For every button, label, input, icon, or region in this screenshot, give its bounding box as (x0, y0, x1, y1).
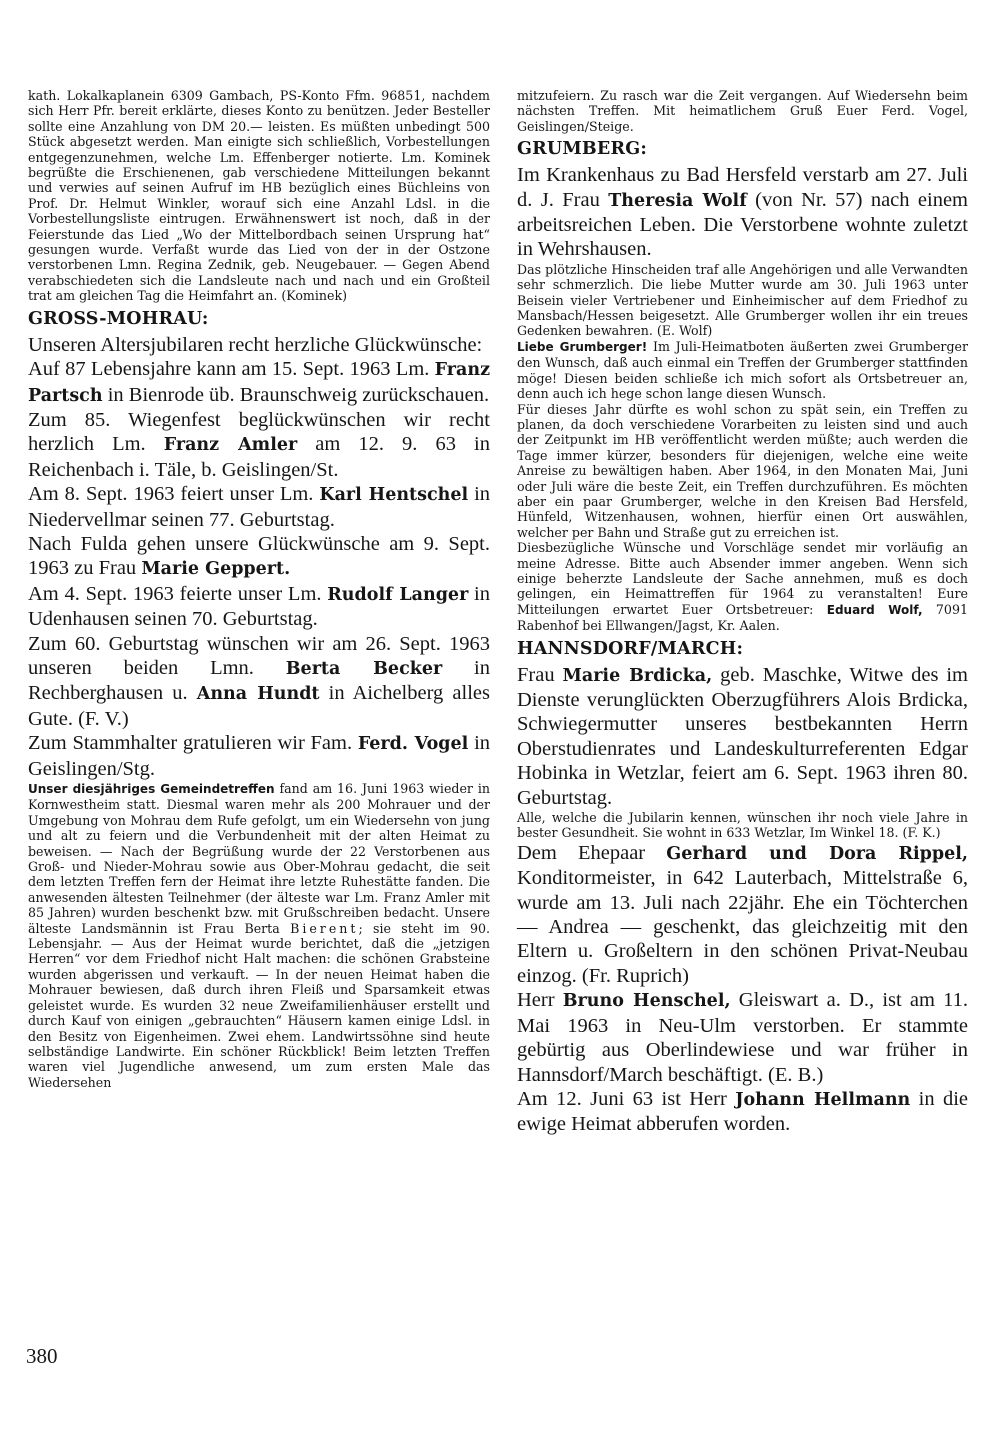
birthday-paragraph: Zum 85. Wiegenfest beglückwünschen wir recht herzlich Lm. Franz Amler am 12. 9. 63 in Reichenbach i. Täle, b. Geislingen/St. (28, 408, 490, 481)
article-text: Das plötzliche Hinscheiden traf alle Angehörigen und alle Verwandten sehr schmerzlich. Die liebe Mutter wurde am 30. Juli 1963 unter Beisein vieler Vertriebener und Einheimischer auf dem Friedhof zu Mansbach/Hessen beigesetzt. Alle Grumberger wollen ihr ein treues Gedenken bewahren. (E. Wolf) (517, 261, 968, 339)
page-number: 380 (26, 1344, 58, 1368)
article-text: mitzufeiern. Zu rasch war die Zeit vergangen. Auf Wiedersehn beim nächsten Treffen. Mit heimatlichem Gruß Euer Ferd. Vogel, Geislingen/Steige. (517, 88, 968, 134)
birth-paragraph: Dem Ehepaar Gerhard und Dora Rippel, Konditormeister, in 642 Lauterbach, Mittelstraße 6, wurde am 13. Juli nach 22jähr. Ehe ein Töchterchen — Andrea — geschenkt, das gleichzeitig mit den Eltern u. Großeltern in den schönen Privat-Neubau einzog. (Fr. Ruprich) (517, 841, 968, 987)
obituary-paragraph: Im Krankenhaus zu Bad Hersfeld verstarb am 27. Juli d. J. Frau Theresia Wolf (von Nr. 57) nach einem arbeitsreichen Leben. Die Verstorbene wohnte zuletzt in Wehrshausen. (517, 164, 969, 261)
section-heading-grumberg: GRUMBERG: (517, 139, 647, 160)
article-text: Alle, welche die Jubilarin kennen, wünschen ihr noch viele Jahre in bester Gesundheit. Sie wohnt in 633 Wetzlar, Im Winkel 18. (F. K.) (517, 810, 968, 841)
article-text: Diesbezügliche Wünsche und Vorschläge sendet mir vorläufig an meine Adresse. Bitte auch Absender immer angeben. Wenn sich einige beherzte Landsleute der Sache annehmen, muß es doch gelingen, ein Heimattreffen für 1964 zu veranstalten! Eure Mitteilungen erwartet Euer Ortsbetreuer: Eduard Wolf, 7091 Rabenhof bei Ellwangen/Jagst, Kr. Aalen. (517, 540, 968, 634)
article-text: Für dieses Jahr dürfte es wohl schon zu spät sein, ein Treffen zu planen, da doch verschiedene Vorarbeiten zu leisten sind und auch der Zeitpunkt im HB veröffentlicht werden müßte; auch werden die Tage immer kürzer, besonders für diejenigen, welche eine weite Anreise zu bewältigen haben. Aber 1964, in den Monaten Mai, Juni oder Juli wäre die beste Zeit, ein Treffen durchzuführen. Es möchten aber ein paar Grumberger, welche in den Kreisen Bad Hersfeld, Hünfeld, Witzenhausen, wohnen, hierfür einen Ort auswählen, welcher per Bahn und Straße gut zu erreichen ist. (517, 401, 968, 540)
meeting-report: Unser diesjähriges Gemeindetreffen fand am 16. Juni 1963 wieder in Kornwestheim statt. Diesmal waren mehr als 200 Mohrauer und der Umgebung von Mohrau dem Rufe gefolgt, um ein Wiedersehn von jung und alt zu feiern und die Verbundenheit mit der alten Heimat zu beweisen. — Nach der Begrüßung wurde der 22 Verstorbenen aus Groß- und Nieder-Mohrau sowie aus Ober-Mohrau gedacht, die seit dem letzten Treffen fern der Heimat ihre letzte Ruhestätte fanden. Die anwesenden ältesten Teilnehmer (der älteste war Lm. Franz Amler mit 85 Jahren) wurden beschenkt bzw. mit Grußschreiben bedacht. Unsere älteste Landsmännin ist Frau Berta Bierent; sie steht im 90. Lebensjahr. — Aus der Heimat wurde berichtet, daß die „jetzigen Herren“ vor dem Friedhof nicht Halt machen: die schönen Grabsteine wurden abgerissen und verkauft. — In der neuen Heimat haben die Mohrauer bewiesen, daß durch ihren Fleiß und Sparsamkeit etwas geleistet wurde. Es wurden 32 neue Zweifamilienhäuser erstellt und durch Kauf von einigen „gebrauchten“ Häusern kamen einige Ldsl. in den Besitz von Eigenheimen. Zwei ehem. Landwirtssöhne sind heute selbständige Landwirte. Ein schöner Rückblick! Beim letzten Treffen waren viel Jugendliche anwesend, um zum ersten Male das Wiedersehen (28, 781, 490, 1090)
left-column (28, 88, 490, 1090)
section-heading-gross-mohrau: GROSS-MOHRAU: (28, 308, 209, 329)
birthday-paragraph: Auf 87 Lebensjahre kann am 15. Sept. 1963 Lm. Franz Partsch in Bienrode üb. Braunschweig zurückschauen. (28, 358, 491, 406)
birthday-paragraph: Am 4. Sept. 1963 feierte unser Lm. Rudolf Langer in Udenhausen seinen 70. Geburtstag. (28, 582, 490, 631)
obituary-paragraph: Am 12. Juni 63 ist Herr Johann Hellmann in die ewige Heimat abberufen worden. (517, 1087, 969, 1136)
article-text: kath. Lokalkaplanein 6309 Gambach, PS-Konto Ffm. 96851, nachdem sich Herr Pfr. bereit erklärte, dieses Konto zu benützen. Jeder Besteller sollte eine Anzahlung von DM 20.— leisten. Es müßten unbedingt 500 Stück abgesetzt werden. Man einigte sich schließlich, Vorbestellungen entgegenzunehmen, welche Lm. Effenberger notierte. Lm. Kominek begrüßte die Erschienenen, gab verschiedene Mitteilungen bekannt und verwies auf seinen Aufruf im HB bezüglich eines Büchleins von Prof. Dr. Helmut Winkler, worauf sich eine Anzahl Ldsl. in die Vorbestellungsliste eintrugen. Erwähnenswert ist noch, daß in der Feierstunde das Lied „Wo der Mittelbordbach seinen Ursprung hat“ gesungen wurde. Verfaßt wurde das Lied von der in der Ostzone verstorbenen Lmn. Regina Zednik, geb. Neugebauer. — Gegen Abend verabschiedeten sich die Landsleute nach und nach und ein Großteil trat am gleichen Tag die Heimfahrt an. (Kominek) (28, 88, 490, 304)
birthday-paragraph: Am 8. Sept. 1963 feiert unser Lm. Karl Hentschel in Niedervellmar seinen 77. Geburtstag. (28, 483, 491, 531)
obituary-paragraph: Herr Bruno Henschel, Gleiswart a. D., ist am 11. Mai 1963 in Neu-Ulm verstorben. Er stammte gebürtig aus Oberlindewiese und war früher in Hannsdorf/March beschäftigt. (E. B.) (517, 989, 968, 1086)
section-heading-hannsdorf-march: HANNSDORF/MARCH: (517, 638, 744, 659)
birthday-paragraph: Nach Fulda gehen unsere Glückwünsche am 9. Sept. 1963 zu Frau Marie Geppert. (28, 532, 490, 580)
article-text: Liebe Grumberger! Im Juli-Heimatboten äußerten zwei Grumberger den Wunsch, daß auch einmal ein Treffen der Grumberger stattfinden möge! Diesen beiden schließe ich mich sofort als Ortsbetreuer an, denn auch ich hege schon lange diesen Wunsch. (517, 338, 968, 402)
birthday-paragraph: Zum Stammhalter gratulieren wir Fam. Ferd. Vogel in Geislingen/Stg. (28, 732, 491, 780)
right-column (517, 88, 968, 1137)
birthday-paragraph: Frau Marie Brdicka, geb. Maschke, Witwe des im Dienste verunglückten Oberzugführers Alois Brdicka, Schwiegermutter unseres bestbekannten Herrn Oberstudienrates und Landeskulturreferenten Edgar Hobinka in Wetzlar, feiert am 6. Sept. 1963 ihren 80. Geburtstag. (517, 663, 968, 809)
birthday-paragraph: Unseren Altersjubilaren recht herzliche Glückwünsche: (28, 333, 483, 356)
birthday-paragraph: Zum 60. Geburtstag wünschen wir am 26. Sept. 1963 unseren beiden Lmn. Berta Becker in Rechberghausen u. Anna Hundt in Aichelberg alles Gute. (F. V.) (28, 632, 490, 730)
